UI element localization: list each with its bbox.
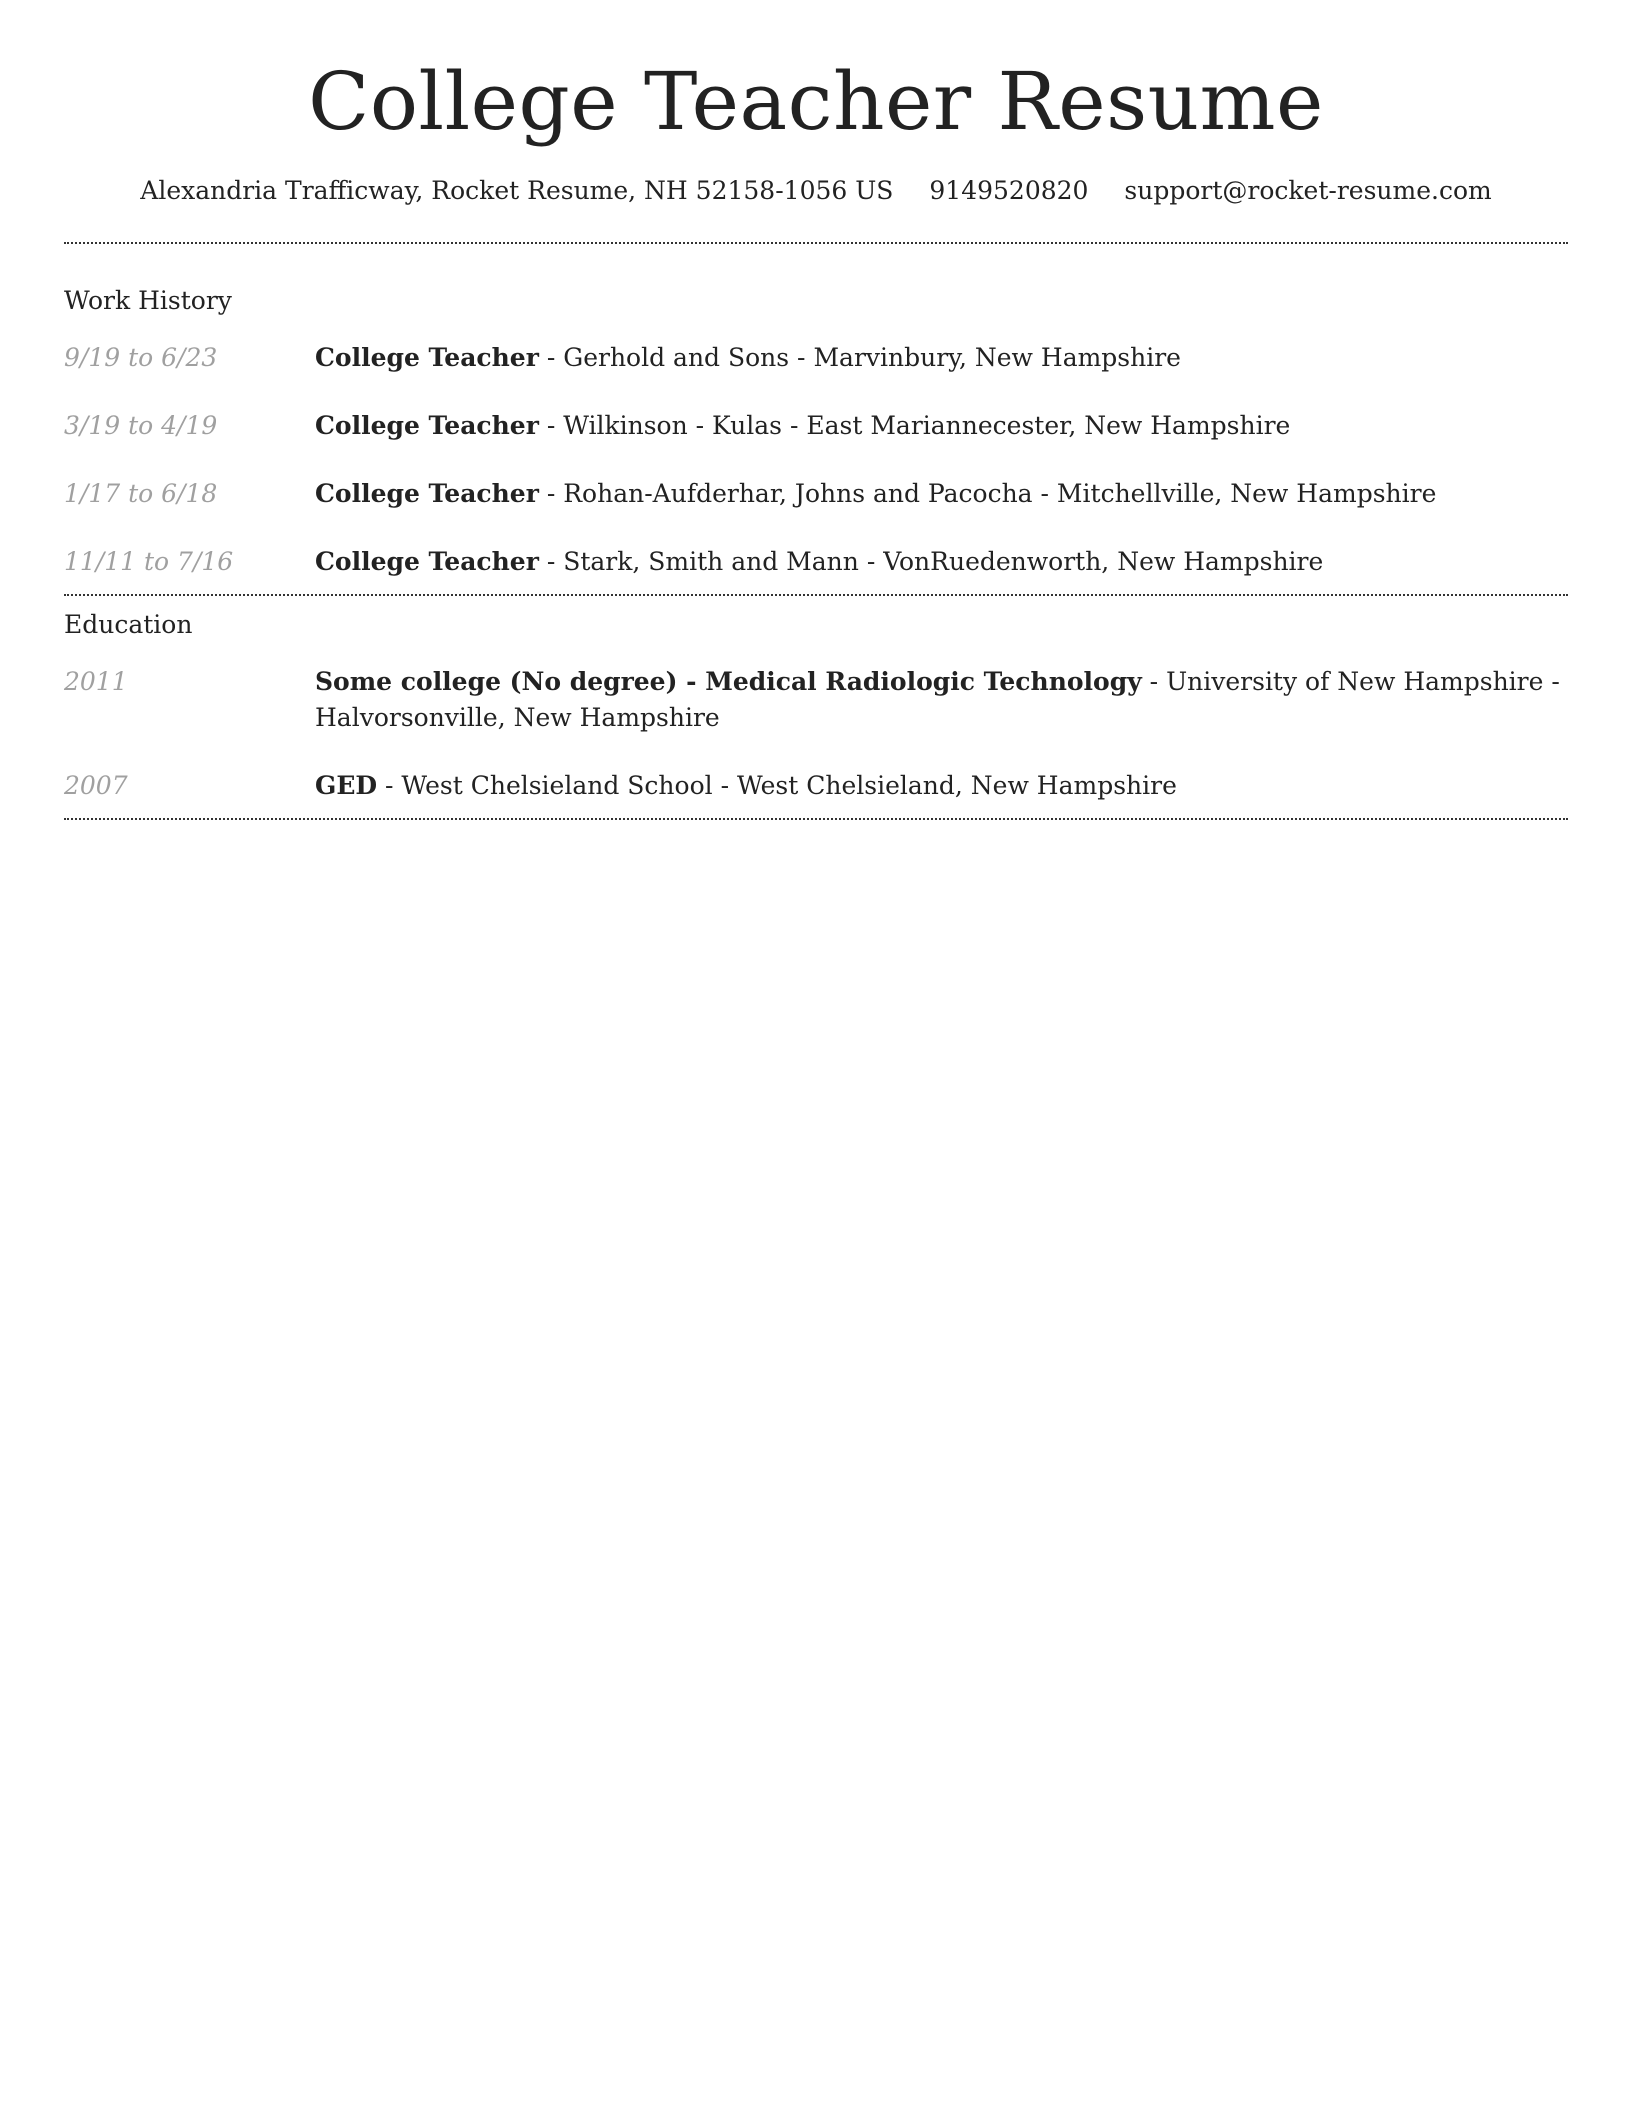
entry-description (315, 408, 1568, 444)
education-entry (64, 768, 1568, 804)
entry-description (315, 664, 1568, 736)
page-title: College Teacher Resume (308, 55, 1324, 148)
entry-date: 9/19 to 6/23 (64, 343, 218, 372)
entry-degree: GED (315, 771, 378, 800)
entry-details: - University of New Hampshire - Halvorsonville, New Hampshire (315, 667, 1560, 732)
entry-date: 3/19 to 4/19 (64, 411, 218, 440)
work-entry (64, 544, 1568, 580)
entry-description (315, 340, 1568, 376)
contact-line (64, 174, 1568, 208)
education-section (64, 608, 1568, 804)
work-entry (64, 340, 1568, 376)
entry-date: 2007 (64, 771, 128, 800)
entry-details: - Rohan-Aufderhar, Johns and Pacocha - Mitchellville, New Hampshire (538, 479, 1437, 508)
contact-email: support@rocket-resume.com (1124, 176, 1492, 205)
entry-details: - Stark, Smith and Mann - VonRuedenworth, New Hampshire (538, 547, 1324, 576)
entry-date: 11/11 to 7/16 (64, 547, 234, 576)
entry-description (315, 768, 1568, 804)
section-title-education: Education (64, 610, 193, 639)
divider (64, 818, 1568, 820)
entry-role: College Teacher (315, 547, 539, 576)
entry-role: College Teacher (315, 479, 539, 508)
entry-details: - Gerhold and Sons - Marvinbury, New Hampshire (538, 343, 1181, 372)
entry-date: 2011 (64, 667, 128, 696)
entry-role: College Teacher (315, 411, 539, 440)
work-entry (64, 408, 1568, 444)
contact-address: Alexandria Trafficway, Rocket Resume, NH 52158-1056 US (140, 176, 894, 205)
work-entry (64, 476, 1568, 512)
work-history-section (64, 284, 1568, 580)
section-title-work-history: Work History (64, 286, 232, 315)
entry-date: 1/17 to 6/18 (64, 479, 218, 508)
contact-phone: 9149520820 (929, 176, 1089, 205)
education-entry (64, 664, 1568, 736)
entry-details: - West Chelsieland School - West Chelsieland, New Hampshire (377, 771, 1177, 800)
divider (64, 594, 1568, 596)
entry-details: - Wilkinson - Kulas - East Mariannecester, New Hampshire (538, 411, 1291, 440)
entry-description (315, 544, 1568, 580)
entry-description (315, 476, 1568, 512)
entry-role: College Teacher (315, 343, 539, 372)
entry-degree: Some college (No degree) - Medical Radiologic Technology (315, 667, 1142, 696)
resume-page (64, 0, 1568, 820)
divider (64, 242, 1568, 244)
